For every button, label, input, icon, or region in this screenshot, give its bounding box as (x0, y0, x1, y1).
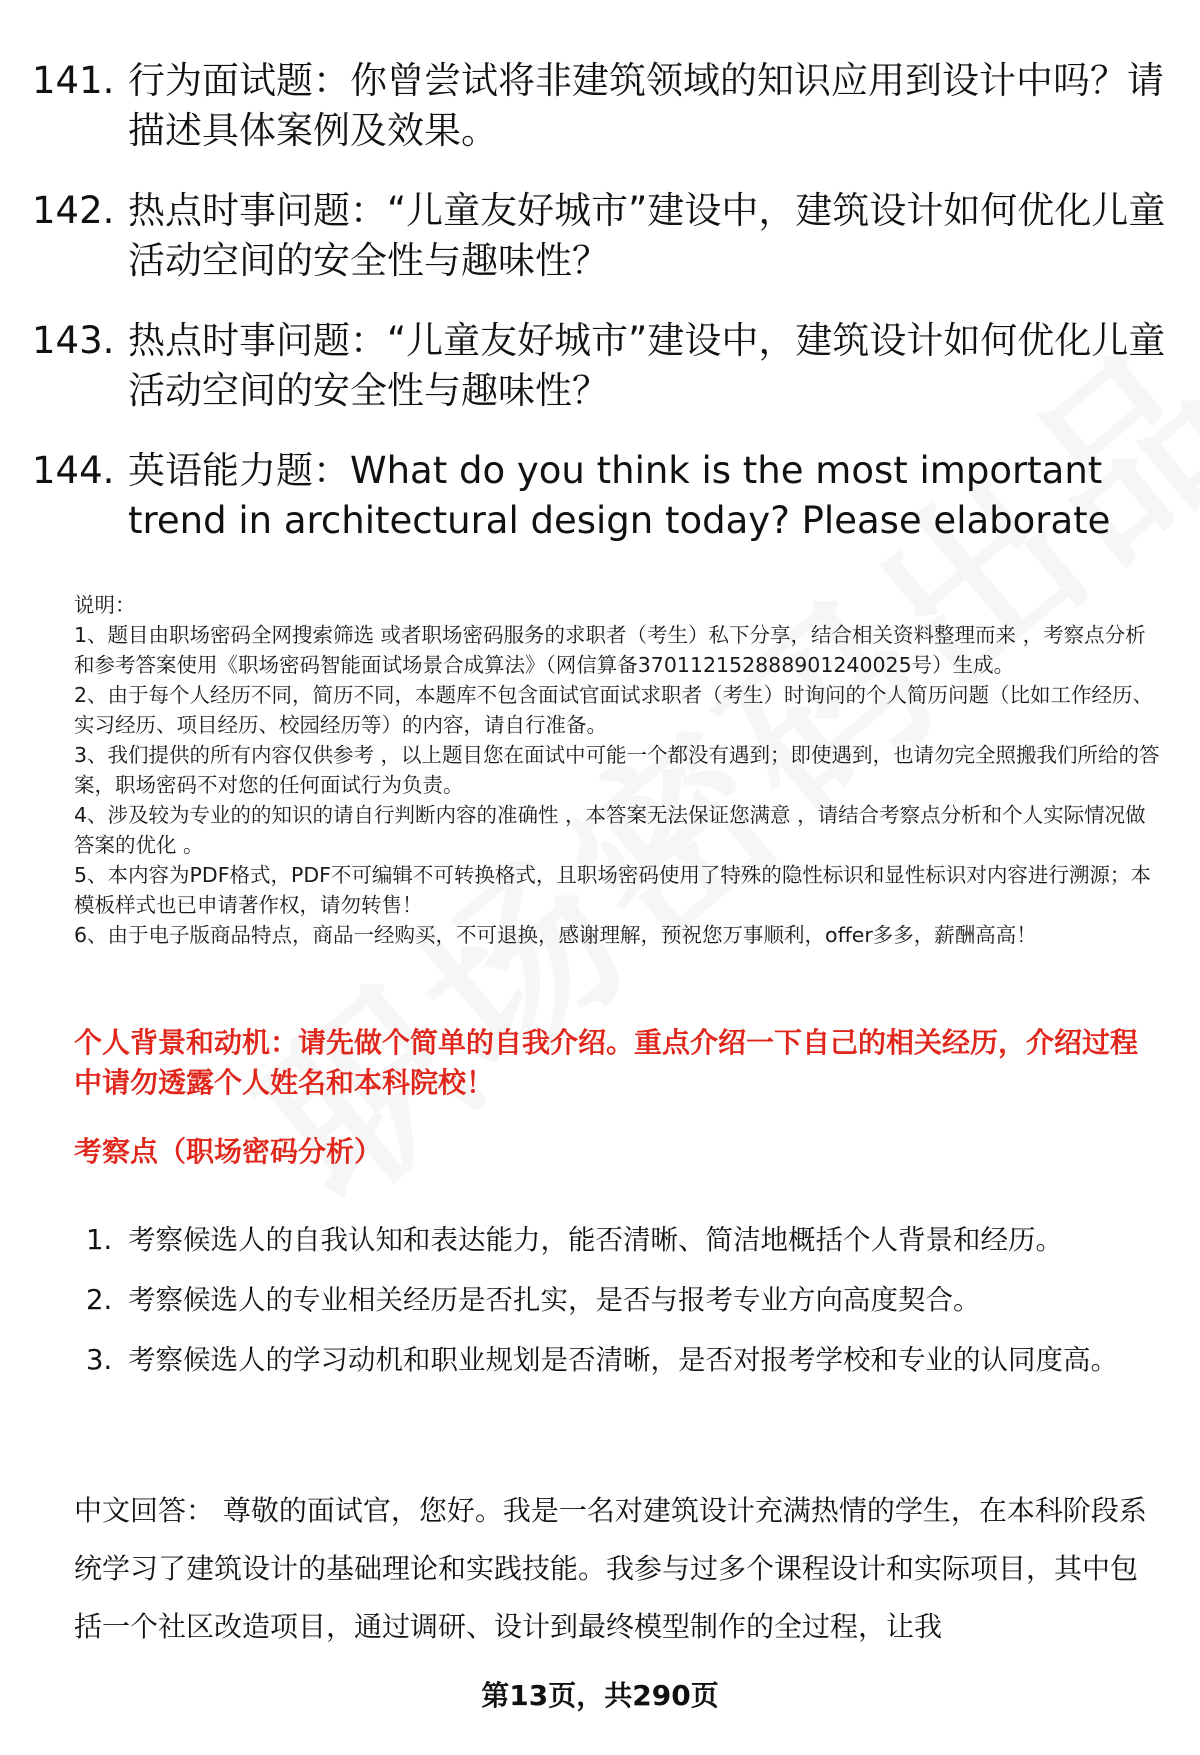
focus-point-number: 1. (86, 1224, 113, 1256)
question-list (32, 56, 1172, 576)
question-item (32, 56, 1172, 156)
note-item: 6、由于电子版商品特点，商品一经购买，不可退换，感谢理解，预祝您万事顺利，offer多多，薪酬高高！ (74, 923, 1037, 947)
question-number: 143. (32, 319, 115, 362)
question-text: 热点时事问题：“儿童友好城市”建设中，建筑设计如何优化儿童活动空间的安全性与趣味性？ (128, 189, 1166, 282)
focus-point-item (86, 1270, 1146, 1330)
notes-heading: 说明： (74, 593, 136, 617)
note-item: 2、由于每个人经历不同，简历不同，本题库不包含面试官面试求职者（考生）时询问的个人简历问题（比如工作经历、实习经历、项目经历、校园经历等）的内容，请自行准备。 (74, 683, 1154, 737)
question-text: 行为面试题：你曾尝试将非建筑领域的知识应用到设计中吗？请描述具体案例及效果。 (128, 59, 1164, 152)
note-item: 1、题目由职场密码全网搜索筛选 或者职场密码服务的求职者（考生）私下分享，结合相关资料整理而来 ，考察点分析和参考答案使用《职场密码智能面试场景合成算法》（网信算备370112152888901240025号）生成。 (74, 623, 1146, 677)
motivation-question-heading: 个人背景和动机：请先做个简单的自我介绍。重点介绍一下自己的相关经历，介绍过程中请勿透露个人姓名和本科院校！ (74, 1026, 1139, 1099)
answer-paragraph: 中文回答： 尊敬的面试官，您好。我是一名对建筑设计充满热情的学生，在本科阶段系统学习了建筑设计的基础理论和实践技能。我参与过多个课程设计和实际项目，其中包括一个社区改造项目，通过调研、设计到最终模型制作的全过程，让我 (74, 1494, 1147, 1643)
focus-points-heading: 考察点（职场密码分析） (74, 1135, 383, 1168)
focus-point-item (86, 1210, 1146, 1270)
focus-point-number: 2. (86, 1284, 113, 1316)
focus-points-list (86, 1210, 1146, 1390)
question-item (32, 316, 1172, 416)
question-number: 144. (32, 449, 115, 492)
question-number: 142. (32, 189, 115, 232)
notes-section (74, 590, 1164, 950)
note-item: 4、涉及较为专业的的知识的请自行判断内容的准确性 ，本答案无法保证您满意 ，请结合考察点分析和个人实际情况做答案的优化 。 (74, 803, 1146, 857)
page-footer: 第13页，共290页 (481, 1679, 719, 1712)
focus-point-item (86, 1330, 1146, 1390)
note-item: 3、我们提供的所有内容仅供参考 ，以上题目您在面试中可能一个都没有遇到；即使遇到，也请勿完全照搬我们所给的答案，职场密码不对您的任何面试行为负责。 (74, 743, 1160, 797)
note-item: 5、本内容为PDF格式，PDF不可编辑不可转换格式，且职场密码使用了特殊的隐性标识和显性标识对内容进行溯源；本模板样式也已申请著作权，请勿转售！ (74, 863, 1151, 917)
focus-point-text: 考察候选人的自我认知和表达能力，能否清晰、简洁地概括个人背景和经历。 (128, 1224, 1063, 1256)
question-item (32, 186, 1172, 286)
focus-point-text: 考察候选人的学习动机和职业规划是否清晰，是否对报考学校和专业的认同度高。 (128, 1344, 1118, 1376)
question-text: 热点时事问题：“儿童友好城市”建设中，建筑设计如何优化儿童活动空间的安全性与趣味性？ (128, 319, 1166, 412)
focus-point-text: 考察候选人的专业相关经历是否扎实，是否与报考专业方向高度契合。 (128, 1284, 981, 1316)
focus-point-number: 3. (86, 1344, 113, 1376)
question-item (32, 446, 1172, 546)
question-number: 141. (32, 59, 115, 102)
question-text: 英语能力题：What do you think is the most important trend in architectural design today? Please elaborate (128, 449, 1111, 542)
